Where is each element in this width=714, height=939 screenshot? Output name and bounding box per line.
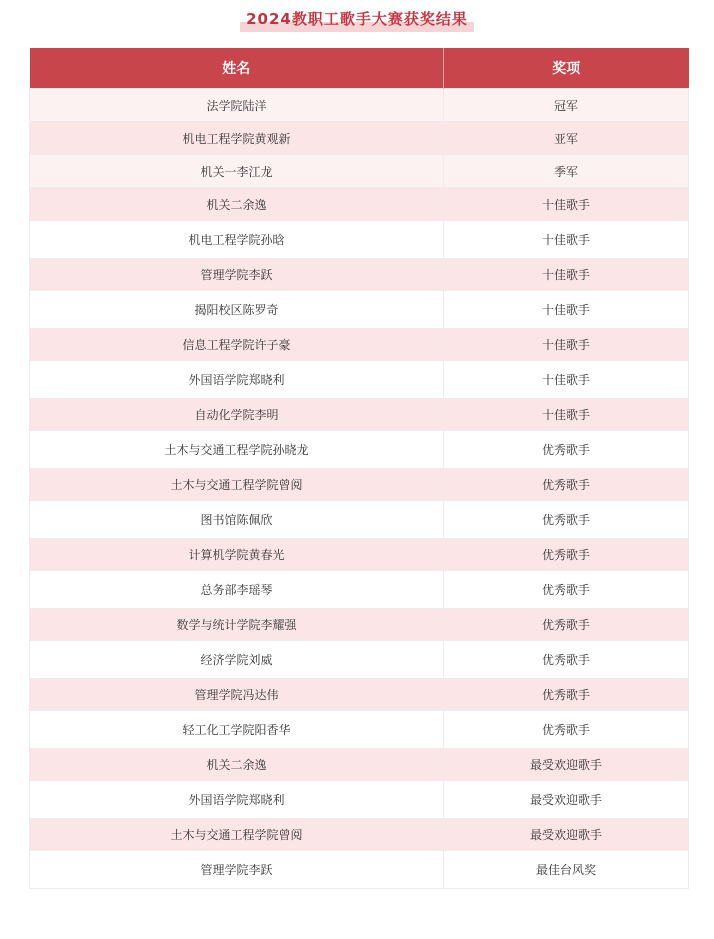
cell-award: 最佳台风奖 (444, 851, 689, 889)
table-row (30, 819, 689, 851)
cell-name: 管理学院李跃 (30, 259, 444, 291)
table-header-row (30, 48, 689, 89)
cell-award: 优秀歌手 (444, 679, 689, 711)
table-row (30, 539, 689, 571)
cell-name: 数学与统计学院李耀强 (30, 609, 444, 641)
table-row (30, 851, 689, 889)
table-row (30, 501, 689, 539)
table-row (30, 329, 689, 361)
cell-name: 管理学院李跃 (30, 851, 444, 889)
cell-award: 最受欢迎歌手 (444, 781, 689, 819)
table-row (30, 711, 689, 749)
cell-award: 优秀歌手 (444, 641, 689, 679)
header-name: 姓名 (30, 48, 444, 89)
table-row (30, 641, 689, 679)
table-row (30, 469, 689, 501)
table-row (30, 89, 689, 122)
cell-name: 外国语学院郑晓利 (30, 781, 444, 819)
cell-award: 最受欢迎歌手 (444, 749, 689, 781)
cell-name: 机关一李江龙 (30, 155, 444, 188)
cell-award: 十佳歌手 (444, 361, 689, 399)
cell-award: 亚军 (444, 122, 689, 155)
cell-award: 优秀歌手 (444, 539, 689, 571)
cell-award: 最受欢迎歌手 (444, 819, 689, 851)
page-title: 2024教职工歌手大赛获奖结果 (240, 6, 474, 32)
cell-name: 计算机学院黄春光 (30, 539, 444, 571)
cell-award: 冠军 (444, 89, 689, 122)
cell-award: 季军 (444, 155, 689, 188)
table-row (30, 571, 689, 609)
table-row (30, 155, 689, 188)
cell-name: 总务部李瑶琴 (30, 571, 444, 609)
cell-name: 自动化学院李明 (30, 399, 444, 431)
cell-award: 优秀歌手 (444, 469, 689, 501)
cell-name: 土木与交通工程学院曾阅 (30, 819, 444, 851)
results-table (29, 48, 689, 889)
cell-name: 揭阳校区陈罗奇 (30, 291, 444, 329)
cell-award: 十佳歌手 (444, 259, 689, 291)
table-row (30, 122, 689, 155)
cell-name: 信息工程学院许子豪 (30, 329, 444, 361)
cell-name: 机关二余逸 (30, 188, 444, 221)
cell-name: 图书馆陈佩欣 (30, 501, 444, 539)
table-row (30, 781, 689, 819)
table-row (30, 259, 689, 291)
cell-name: 机电工程学院孙晗 (30, 221, 444, 259)
cell-award: 十佳歌手 (444, 291, 689, 329)
table-row (30, 431, 689, 469)
cell-award: 优秀歌手 (444, 571, 689, 609)
cell-name: 土木与交通工程学院孙晓龙 (30, 431, 444, 469)
cell-name: 土木与交通工程学院曾阅 (30, 469, 444, 501)
table-row (30, 749, 689, 781)
cell-award: 优秀歌手 (444, 711, 689, 749)
cell-name: 机关二余逸 (30, 749, 444, 781)
table-row (30, 188, 689, 221)
table-row (30, 679, 689, 711)
cell-name: 法学院陆洋 (30, 89, 444, 122)
table-row (30, 361, 689, 399)
cell-award: 十佳歌手 (444, 399, 689, 431)
header-award: 奖项 (444, 48, 689, 89)
cell-name: 经济学院刘威 (30, 641, 444, 679)
cell-award: 十佳歌手 (444, 188, 689, 221)
cell-award: 十佳歌手 (444, 329, 689, 361)
cell-award: 优秀歌手 (444, 609, 689, 641)
cell-name: 轻工化工学院阳香华 (30, 711, 444, 749)
cell-award: 优秀歌手 (444, 431, 689, 469)
title-wrapper (0, 6, 714, 32)
table-row (30, 399, 689, 431)
table-row (30, 291, 689, 329)
cell-award: 优秀歌手 (444, 501, 689, 539)
cell-award: 十佳歌手 (444, 221, 689, 259)
cell-name: 机电工程学院黄观新 (30, 122, 444, 155)
cell-name: 外国语学院郑晓利 (30, 361, 444, 399)
table-row (30, 221, 689, 259)
cell-name: 管理学院冯达伟 (30, 679, 444, 711)
table-row (30, 609, 689, 641)
